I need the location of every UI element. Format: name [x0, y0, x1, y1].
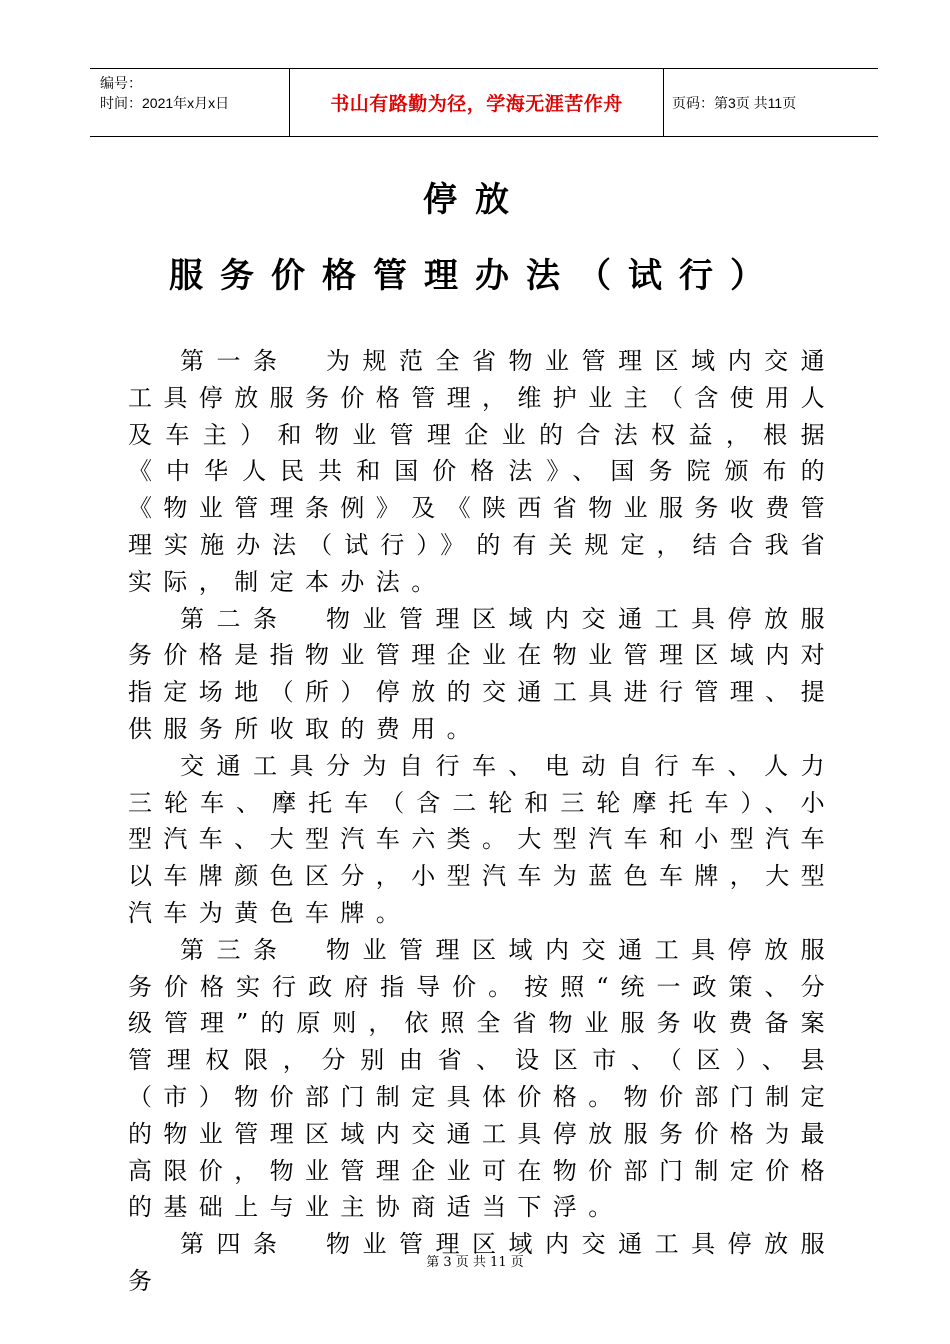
time-label: 时间：2021年x月x日 [100, 95, 230, 111]
article-1-paragraph: 第一条 为规范全省物业管理区域内交通工具停放服务价格管理，维护业主（含使用人及车主）和物业管理企业的合法权益，根据《中华人民共和国价格法》、国务院颁布的《物业管理条例》及《陕西省物业服务收费管理实施办法（试行）》的有关规定，结合我省实际，制定本办法。 [128, 347, 836, 596]
article-2-paragraph: 第二条 物业管理区域内交通工具停放服务价格是指物业管理企业在物业管理区域内对指定场地（所）停放的交通工具进行管理、提供服务所收取的费用。 [128, 604, 836, 743]
header-motto: 书山有路勤为径，学海无涯苦作舟 [289, 69, 664, 136]
page-header [90, 68, 878, 137]
document-title-line2: 服务价格管理办法（试行） [169, 256, 781, 296]
document-title-line1: 停放 [423, 180, 527, 220]
vehicle-types-paragraph: 交通工具分为自行车、电动自行车、人力三轮车、摩托车（含二轮和三轮摩托车）、小型汽车、大型汽车六类。大型汽车和小型汽车以车牌颜色区分，小型汽车为蓝色车牌，大型汽车为黄色车牌。 [128, 751, 836, 927]
number-label: 编号： [100, 75, 142, 91]
article-3-paragraph: 第三条 物业管理区域内交通工具停放服务价格实行政府指导价。按照“统一政策、分级管理”的原则，依照全省物业服务收费备案管理权限，分别由省、设区市、（区）、县（市）物价部门制定具体价格。物价部门制定的物业管理区域内交通工具停放服务价格为最高限价，物业管理企业可在物价部门制定价格的基础上与业主协商适当下浮。 [128, 935, 836, 1222]
article-4-paragraph: 第四条 物业管理区域内交通工具停放服务 [128, 1230, 836, 1295]
header-meta [90, 69, 289, 136]
document-body [128, 343, 836, 1300]
header-page-label: 页码：第3页 共11页 [672, 94, 797, 111]
page-footer: 第 3 页 共 11 页 [426, 1255, 524, 1270]
